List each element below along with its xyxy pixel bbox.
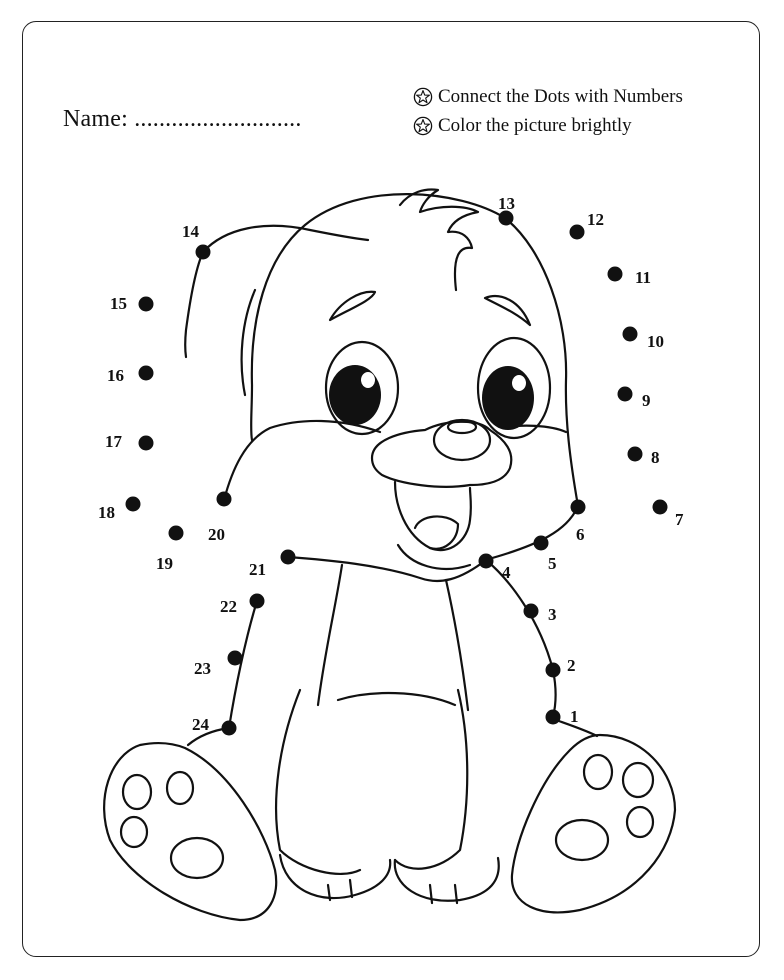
left-ear [203, 226, 368, 252]
name-label: Name: [63, 106, 128, 132]
dot-label-14: 14 [182, 222, 199, 241]
dot-5[interactable] [534, 536, 549, 551]
head-right-side [505, 218, 578, 506]
dot-9[interactable] [618, 387, 633, 402]
dot-label-19: 19 [156, 554, 173, 573]
dot-22[interactable] [250, 594, 265, 609]
dot-14[interactable] [196, 245, 211, 260]
dot-7[interactable] [653, 500, 668, 515]
right-pad-3 [627, 807, 653, 837]
right-pupil [482, 366, 534, 430]
dot-17[interactable] [139, 436, 154, 451]
dot-label-8: 8 [651, 448, 660, 467]
left-arm [276, 690, 360, 874]
dot-label-11: 11 [635, 268, 652, 287]
left-pad-1 [123, 775, 151, 809]
dot-label-13: 13 [498, 194, 515, 213]
right-paw [395, 858, 499, 901]
dot-label-22: 22 [220, 597, 237, 616]
dot-19[interactable] [169, 526, 184, 541]
dot-label-3: 3 [548, 605, 557, 624]
right-pad-1 [584, 755, 612, 789]
hair-tuft [400, 190, 478, 290]
dot-8[interactable] [628, 447, 643, 462]
dot-18[interactable] [126, 497, 141, 512]
left-foot [104, 743, 276, 920]
left-pad-3 [121, 817, 147, 847]
left-ear-lower [185, 252, 203, 357]
chest-left [318, 565, 342, 705]
dot-label-20: 20 [208, 525, 225, 544]
dot-label-18: 18 [98, 503, 115, 522]
nose [434, 420, 490, 460]
dot-label-12: 12 [587, 210, 604, 229]
dot-label-5: 5 [548, 554, 557, 573]
instruction-text: Connect the Dots with Numbers [438, 86, 683, 107]
dot-12[interactable] [570, 225, 585, 240]
dot-20[interactable] [217, 492, 232, 507]
dot-label-10: 10 [647, 332, 664, 351]
right-foot [512, 735, 675, 912]
dot-10[interactable] [623, 327, 638, 342]
dot-label-7: 7 [675, 510, 684, 529]
dot-label-17: 17 [105, 432, 122, 451]
instruction-text: Color the picture brightly [438, 115, 632, 136]
dot-6[interactable] [571, 500, 586, 515]
dot-label-24: 24 [192, 715, 209, 734]
dot-label-2: 2 [567, 656, 576, 675]
dot-label-4: 4 [502, 563, 511, 582]
dot-16[interactable] [139, 366, 154, 381]
right-side-body [486, 560, 556, 717]
dot-2[interactable] [546, 663, 561, 678]
name-blank-line: ........................... [134, 106, 302, 132]
dot-1[interactable] [546, 710, 561, 725]
dot-label-9: 9 [642, 391, 651, 410]
right-eyebrow [485, 296, 530, 325]
dot-23[interactable] [228, 651, 243, 666]
dot-label-15: 15 [110, 294, 127, 313]
left-pad-main [171, 838, 223, 878]
left-eye-shine [361, 372, 375, 388]
dot-3[interactable] [524, 604, 539, 619]
dot-set [98, 194, 684, 736]
left-eyebrow [330, 292, 375, 320]
right-pad-main [556, 820, 608, 860]
dot-label-1: 1 [570, 707, 579, 726]
right-arm [395, 690, 467, 869]
dot-4[interactable] [479, 554, 494, 569]
jaw-right [485, 506, 578, 560]
belly [338, 693, 455, 705]
dot-24[interactable] [222, 721, 237, 736]
left-pupil [329, 365, 381, 425]
right-eye-shine [512, 375, 526, 391]
right-pad-2 [623, 763, 653, 797]
tongue [415, 516, 458, 548]
dot-21[interactable] [281, 550, 296, 565]
dot-label-6: 6 [576, 525, 585, 544]
dot-label-23: 23 [194, 659, 211, 678]
dot-label-21: 21 [249, 560, 266, 579]
dot-11[interactable] [608, 267, 623, 282]
dot-15[interactable] [139, 297, 154, 312]
left-pad-2 [167, 772, 193, 804]
dot-label-16: 16 [107, 366, 124, 385]
